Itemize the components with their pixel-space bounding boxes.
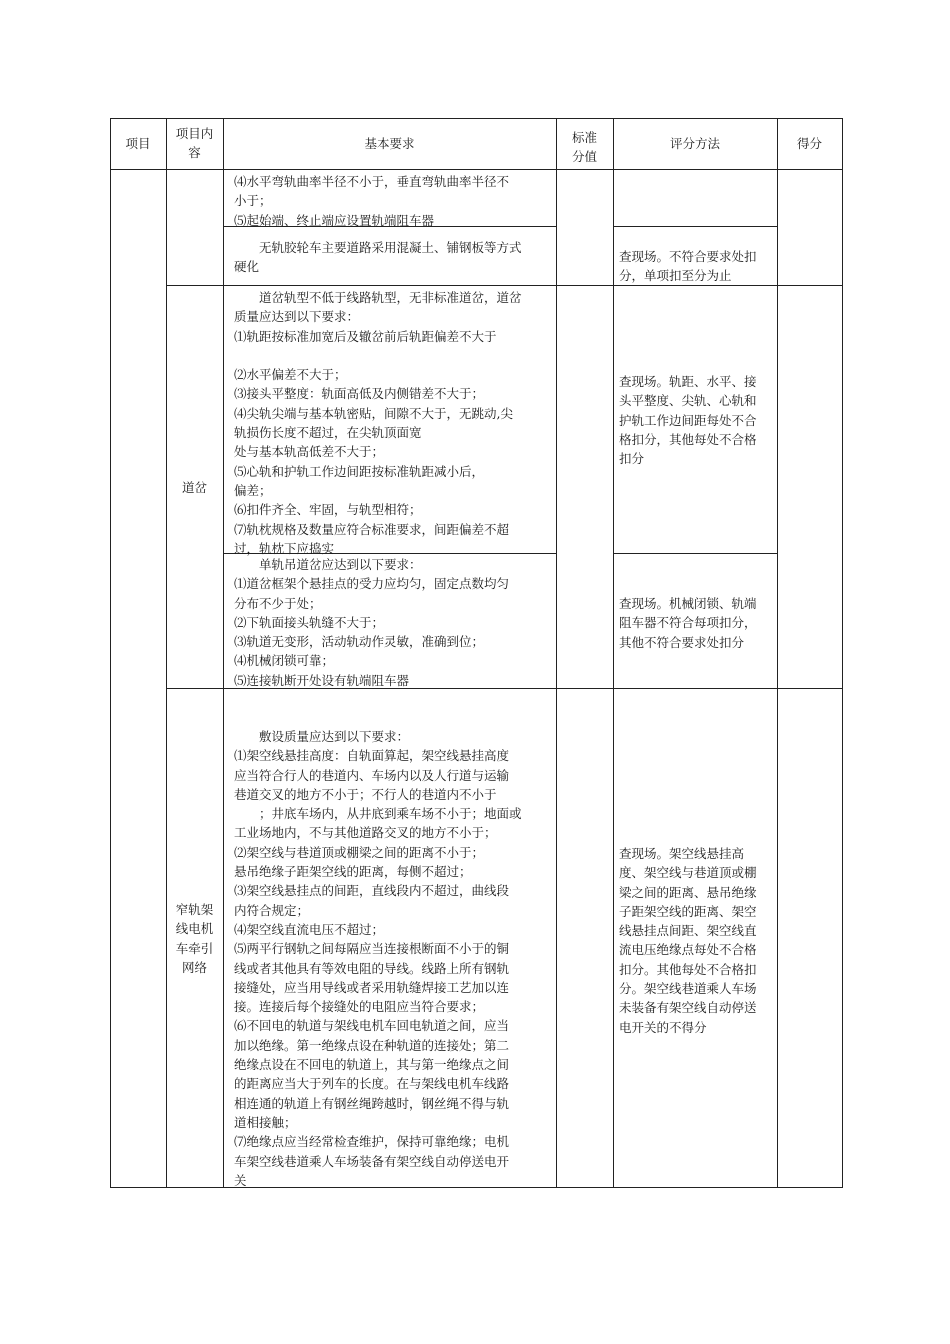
- table-right-border: [842, 118, 843, 1188]
- header-content: 项目内 容: [175, 126, 214, 161]
- col-divider-2: [223, 118, 224, 1188]
- header-project: 项目: [125, 136, 151, 151]
- col-divider-4: [613, 118, 614, 1188]
- table-top-border: [110, 118, 843, 119]
- switch-requirement-a: 道岔轨型不低于线路轨型，无非标准道岔，道岔 质量应达到以下要求： ⑴轨距按标准加宽后及辙岔前后轨距偏差不大于 ⑵水平偏差不大于； ⑶接头平整度：轨面高低及内侧错差不大于； ⑷尖轨尖端与基本轨密贴，间隙不大于，无跳动,尖 轨损伤长度不超过，在尖轨顶面宽 处与基本轨高低差不大于； ⑸心轨和护轨工作边间距按标准轨距减小后， 偏差； ⑹扣件齐全、牢固，与轨型相符； ⑺轨枕规格及数量应符合标准要求，间距偏差不超 过，轨枕下应捣实: [234, 290, 522, 556]
- row-sep-switch-mid-method: [613, 553, 777, 554]
- header-method: 评分方法: [669, 136, 720, 151]
- col-divider-3: [556, 118, 557, 1188]
- overhead-requirement: 敷设质量应达到以下要求： ⑴架空线悬挂高度：自轨面算起，架空线悬挂高度 应当符合行人的巷道内、车场内以及人行道与运输 巷道交叉的地方不小于；不行人的巷道内不小于 ；井底车场内，从井底到乘车场不小于；地面或 工业场地内，不与其他道路交叉的地方不小于； ⑵架空线与巷道顶或棚梁之间的距离不小于； 悬吊绝缘子距架空线的距离，每侧不超过； ⑶架空线悬挂点的间距，直线段内不超过，曲线段 内符合规定； ⑷架空线直流电压不超过； ⑸两平行钢轨之间每隔应当连接根断面不小于的铜 线或者其他具有等效电阻的导线。线路上所有钢轨 接缝处，应当用导线或者采用轨缝焊接工艺加以连 接。连接后每个接缝处的电阻应当符合要求； ⑹不回电的轨道与架线电机车回电轨道之间，应当 加以绝缘。第一绝缘点设在种轨道的连接处；第二 绝缘点设在不回电的轨道上，其与第一绝缘点之间 的距离应当大于列车的长度。在与架线电机车线路 相连通的轨道上有钢丝绳跨越时，钢丝绳不得与轨 道相接触； ⑺绝缘点应当经常检查维护，保持可靠绝缘；电机 车架空线巷道乘人车场装备有架空线自动停送电开 关: [234, 729, 522, 1188]
- switch-name: 道岔: [181, 480, 207, 495]
- trackless-method: 查现场。不符合要求处扣 分，单项扣至分为止: [619, 249, 757, 284]
- overhead-name: 窄轨架 线电机 车牵引 网络: [175, 902, 214, 975]
- col-divider-1: [166, 118, 167, 1188]
- header-requirement: 基本要求: [364, 136, 415, 151]
- switch-method-a: 查现场。轨距、水平、接 头平整度、尖轨、心轨和 护轨工作边间距每处不合 格扣分，其他每处不合格 扣分: [619, 374, 757, 467]
- row-sep-method-1: [613, 226, 777, 227]
- table-left-border: [110, 118, 111, 1188]
- header-standard: 标准 分值: [571, 130, 597, 165]
- trackless-requirement: 无轨胶轮车主要道路采用混凝土、铺钢板等方式 硬化: [234, 240, 522, 275]
- header-score: 得分: [796, 136, 822, 151]
- switch-method-b: 查现场。机械闭锁、轨端 阻车器不符合每项扣分， 其他不符合要求处扣分: [619, 596, 757, 650]
- switch-requirement-b: 单轨吊道岔应达到以下要求： ⑴道岔框架个悬挂点的受力应均匀，固定点数均匀 分布不少于处； ⑵下轨面接头轨缝不大于； ⑶轨道无变形，活动轨动作灵敏，准确到位； ⑷机械闭锁可靠； ⑸连接轨断开处设有轨端阻车器: [234, 557, 510, 688]
- header-bottom-border: [110, 169, 843, 170]
- overhead-method: 查现场。架空线悬挂高 度、架空线与巷道顶或棚 梁之间的距离、悬吊绝缘 子距架空线的距离、架空 线悬挂点间距、架空线直 流电压绝缘点每处不合格 扣分。其他每处不合格扣 分。架空线巷道乘人车场 未装备有架空线自动停送 电开关的不得分: [619, 846, 757, 1035]
- col-divider-5: [777, 118, 778, 1188]
- track-end-requirement: ⑷水平弯轨曲率半径不小于，垂直弯轨曲率半径不 小于； ⑸起始端、终止端应设置轨端阻车器: [234, 174, 510, 228]
